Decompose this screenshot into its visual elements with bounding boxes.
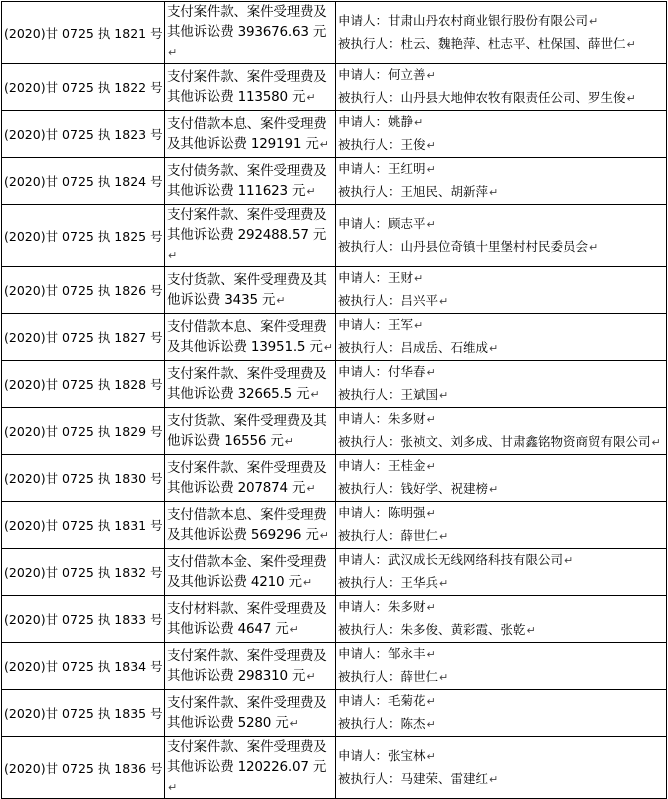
applicant-line	[338, 158, 666, 181]
applicant-label: 申请人：	[338, 505, 389, 520]
respondent-name: 杜云、魏艳萍、杜志平、杜保国、薛世仁	[400, 35, 626, 51]
table-row	[2, 643, 667, 690]
enforcement-matter: 支付货款、案件受理费及其他诉讼费 3435 元 ↵	[167, 272, 327, 308]
applicant-line	[338, 455, 666, 478]
respondent-line	[338, 337, 666, 360]
applicant-name: 付华春	[388, 364, 426, 379]
table-row	[2, 549, 667, 596]
table-row	[2, 64, 667, 111]
table-row	[2, 690, 667, 737]
enforcement-matter: 支付货款、案件受理费及其他诉讼费 16556 元 ↵	[167, 413, 327, 449]
table-row	[2, 502, 667, 549]
case-number: (2020)甘 0725 执 1836 号 ↵	[4, 761, 165, 776]
case-number: (2020)甘 0725 执 1828 号 ↵	[4, 377, 165, 392]
respondent-name: 王华兵	[400, 575, 439, 590]
enforcement-matter: 支付材料款、案件受理费及其他诉讼费 4647 元 ↵	[167, 601, 327, 637]
case-number: (2020)甘 0725 执 1825 号 ↵	[4, 229, 165, 244]
respondent-name: 张祯文、刘多成、甘肃鑫铭物资商贸有限公司	[400, 434, 651, 449]
applicant-label: 申请人：	[338, 270, 389, 285]
parties-cell	[336, 64, 667, 111]
applicant-name: 何立善	[388, 67, 426, 82]
respondent-name: 王旭民、胡新萍	[400, 184, 489, 199]
enforcement-matter: 支付案件款、案件受理费及其他诉讼费 113580 元 ↵	[167, 69, 327, 105]
case-number-cell	[2, 408, 165, 455]
case-number-cell	[2, 643, 165, 690]
case-number: (2020)甘 0725 执 1829 号 ↵	[4, 424, 165, 439]
case-number: (2020)甘 0725 执 1821 号 ↵	[4, 26, 165, 41]
table-row	[2, 205, 667, 267]
case-table-body	[2, 2, 667, 799]
applicant-line	[338, 267, 666, 290]
applicant-line	[338, 502, 666, 525]
applicant-line	[338, 549, 666, 572]
applicant-name: 武汉成长无线网络科技有限公司	[388, 552, 564, 567]
applicant-label: 申请人：	[338, 552, 389, 567]
enforcement-matter: 支付案件款、案件受理费及其他诉讼费 5280 元 ↵	[167, 695, 327, 731]
case-number: (2020)甘 0725 执 1833 号 ↵	[4, 612, 165, 627]
respondent-line	[338, 525, 666, 548]
case-number: (2020)甘 0725 执 1831 号 ↵	[4, 518, 165, 533]
respondent-name: 吕兴平	[400, 293, 439, 308]
enforcement-matter: 支付案件款、案件受理费及其他诉讼费 120226.07 元 ↵	[167, 739, 327, 795]
table-row	[2, 408, 667, 455]
case-number: (2020)甘 0725 执 1827 号 ↵	[4, 330, 165, 345]
enforcement-matter: 支付案件款、案件受理费及其他诉讼费 298310 元 ↵	[167, 648, 327, 684]
respondent-name: 王俊	[400, 137, 426, 152]
respondent-label: 被执行人：	[338, 770, 401, 786]
enforcement-matter: 支付案件款、案件受理费及其他诉讼费 393676.63 元 ↵	[167, 4, 327, 60]
table-row	[2, 267, 667, 314]
applicant-label: 申请人：	[338, 747, 389, 763]
parties-cell	[336, 408, 667, 455]
case-number-cell	[2, 158, 165, 205]
parties-cell	[336, 455, 667, 502]
applicant-label: 申请人：	[338, 215, 389, 231]
case-number: (2020)甘 0725 执 1823 号 ↵	[4, 127, 165, 142]
parties-cell	[336, 737, 667, 799]
matter-cell	[165, 643, 336, 690]
case-number-cell	[2, 549, 165, 596]
case-number-cell	[2, 361, 165, 408]
matter-cell	[165, 549, 336, 596]
enforcement-case-table	[1, 1, 667, 799]
case-number: (2020)甘 0725 执 1832 号 ↵	[4, 565, 165, 580]
matter-cell	[165, 502, 336, 549]
case-number-cell	[2, 111, 165, 158]
respondent-line	[338, 713, 666, 736]
parties-cell	[336, 643, 667, 690]
enforcement-matter: 支付案件款、案件受理费及其他诉讼费 207874 元 ↵	[167, 460, 327, 496]
case-number-cell	[2, 205, 165, 267]
respondent-label: 被执行人：	[338, 434, 401, 449]
matter-cell	[165, 64, 336, 111]
applicant-label: 申请人：	[338, 317, 389, 332]
respondent-label: 被执行人：	[338, 387, 401, 402]
parties-cell	[336, 596, 667, 643]
case-number-cell	[2, 314, 165, 361]
respondent-label: 被执行人：	[338, 481, 401, 496]
table-row	[2, 455, 667, 502]
matter-cell	[165, 455, 336, 502]
respondent-name: 马建荣、雷建红	[400, 770, 489, 786]
applicant-line	[338, 64, 666, 87]
applicant-name: 张宝林	[388, 747, 426, 763]
matter-cell	[165, 158, 336, 205]
applicant-label: 申请人：	[338, 458, 389, 473]
enforcement-matter: 支付借款本息、案件受理费及其他诉讼费 13951.5 元 ↵	[167, 319, 333, 355]
applicant-label: 申请人：	[338, 12, 389, 28]
applicant-name: 王桂金	[388, 458, 426, 473]
respondent-label: 被执行人：	[338, 528, 401, 543]
applicant-line	[338, 643, 666, 666]
respondent-label: 被执行人：	[338, 575, 401, 590]
applicant-line	[338, 596, 666, 619]
table-row	[2, 2, 667, 64]
respondent-line	[338, 181, 666, 204]
matter-cell	[165, 2, 336, 64]
enforcement-matter: 支付借款本息、案件受理费及其他诉讼费 129191 元 ↵	[167, 116, 329, 152]
enforcement-matter: 支付案件款、案件受理费及其他诉讼费 32665.5 元 ↵	[167, 366, 327, 402]
respondent-line	[338, 290, 666, 313]
respondent-label: 被执行人：	[338, 622, 401, 637]
table-row	[2, 596, 667, 643]
applicant-line	[338, 408, 666, 431]
applicant-name: 陈明强	[388, 505, 426, 520]
parties-cell	[336, 158, 667, 205]
matter-cell	[165, 267, 336, 314]
enforcement-matter: 支付案件款、案件受理费及其他诉讼费 292488.57 元 ↵	[167, 207, 327, 263]
table-row	[2, 158, 667, 205]
matter-cell	[165, 408, 336, 455]
respondent-name: 陈杰	[400, 716, 426, 731]
parties-cell	[336, 2, 667, 64]
matter-cell	[165, 314, 336, 361]
applicant-label: 申请人：	[338, 411, 389, 426]
case-number: (2020)甘 0725 执 1826 号 ↵	[4, 283, 165, 298]
case-number-cell	[2, 596, 165, 643]
respondent-line	[338, 87, 666, 110]
respondent-line	[338, 666, 666, 689]
respondent-name: 朱多俊、黄彩霞、张乾	[400, 622, 526, 637]
respondent-name: 山丹县位奇镇十里堡村村民委员会	[400, 238, 589, 254]
respondent-line	[338, 572, 666, 595]
matter-cell	[165, 596, 336, 643]
parties-cell	[336, 205, 667, 267]
respondent-label: 被执行人：	[338, 137, 401, 152]
case-number-cell	[2, 455, 165, 502]
respondent-label: 被执行人：	[338, 90, 401, 105]
applicant-line	[338, 111, 666, 134]
table-row	[2, 111, 667, 158]
applicant-label: 申请人：	[338, 161, 389, 176]
respondent-name: 王斌国	[400, 387, 439, 402]
table-row	[2, 361, 667, 408]
respondent-name: 钱好学、祝建榜	[400, 481, 489, 496]
enforcement-matter: 支付借款本息、案件受理费及其他诉讼费 569296 元 ↵	[167, 507, 329, 543]
case-number: (2020)甘 0725 执 1830 号 ↵	[4, 471, 165, 486]
respondent-label: 被执行人：	[338, 184, 401, 199]
case-number-cell	[2, 690, 165, 737]
matter-cell	[165, 361, 336, 408]
matter-cell	[165, 205, 336, 267]
respondent-label: 被执行人：	[338, 293, 401, 308]
respondent-name: 薛世仁	[400, 669, 439, 684]
case-number: (2020)甘 0725 执 1834 号 ↵	[4, 659, 165, 674]
applicant-name: 王军	[388, 317, 414, 332]
case-number-cell	[2, 267, 165, 314]
respondent-label: 被执行人：	[338, 35, 401, 51]
applicant-name: 朱多财	[388, 599, 426, 614]
applicant-line	[338, 213, 666, 236]
parties-cell	[336, 502, 667, 549]
applicant-label: 申请人：	[338, 67, 389, 82]
applicant-name: 姚静	[388, 114, 414, 129]
parties-cell	[336, 267, 667, 314]
case-number-cell	[2, 737, 165, 799]
applicant-label: 申请人：	[338, 364, 389, 379]
respondent-line	[338, 384, 666, 407]
applicant-name: 王红明	[388, 161, 426, 176]
applicant-name: 王财	[388, 270, 414, 285]
case-number: (2020)甘 0725 执 1824 号 ↵	[4, 174, 165, 189]
case-number: (2020)甘 0725 执 1822 号 ↵	[4, 80, 165, 95]
table-row	[2, 737, 667, 799]
applicant-name: 邹永丰	[388, 646, 426, 661]
respondent-label: 被执行人：	[338, 340, 401, 355]
respondent-line	[338, 134, 666, 157]
enforcement-matter: 支付债务款、案件受理费及其他诉讼费 111623 元 ↵	[167, 163, 327, 199]
parties-cell	[336, 361, 667, 408]
parties-cell	[336, 549, 667, 596]
respondent-line	[338, 33, 666, 56]
respondent-name: 吕成岳、石维成	[400, 340, 489, 355]
applicant-name: 朱多财	[388, 411, 426, 426]
respondent-line	[338, 478, 666, 501]
case-number-cell	[2, 2, 165, 64]
table-row	[2, 314, 667, 361]
applicant-name: 毛菊花	[388, 693, 426, 708]
applicant-line	[338, 690, 666, 713]
respondent-name: 山丹县大地伸农牧有限责任公司、罗生俊	[400, 90, 626, 105]
enforcement-matter: 支付借款本金、案件受理费及其他诉讼费 4210 元 ↵	[167, 554, 327, 590]
applicant-label: 申请人：	[338, 114, 389, 129]
applicant-name: 顾志平	[388, 215, 426, 231]
applicant-line	[338, 314, 666, 337]
respondent-line	[338, 619, 666, 642]
respondent-line	[338, 236, 666, 259]
parties-cell	[336, 690, 667, 737]
applicant-name: 甘肃山丹农村商业银行股份有限公司	[388, 12, 589, 28]
respondent-label: 被执行人：	[338, 716, 401, 731]
parties-cell	[336, 314, 667, 361]
applicant-label: 申请人：	[338, 599, 389, 614]
case-number-cell	[2, 64, 165, 111]
case-number: (2020)甘 0725 执 1835 号 ↵	[4, 706, 165, 721]
applicant-label: 申请人：	[338, 646, 389, 661]
matter-cell	[165, 690, 336, 737]
applicant-line	[338, 745, 666, 768]
matter-cell	[165, 737, 336, 799]
matter-cell	[165, 111, 336, 158]
respondent-line	[338, 768, 666, 791]
parties-cell	[336, 111, 667, 158]
respondent-line	[338, 431, 666, 454]
respondent-label: 被执行人：	[338, 669, 401, 684]
respondent-name: 薛世仁	[400, 528, 439, 543]
case-number-cell	[2, 502, 165, 549]
respondent-label: 被执行人：	[338, 238, 401, 254]
applicant-label: 申请人：	[338, 693, 389, 708]
applicant-line	[338, 361, 666, 384]
applicant-line	[338, 10, 666, 33]
